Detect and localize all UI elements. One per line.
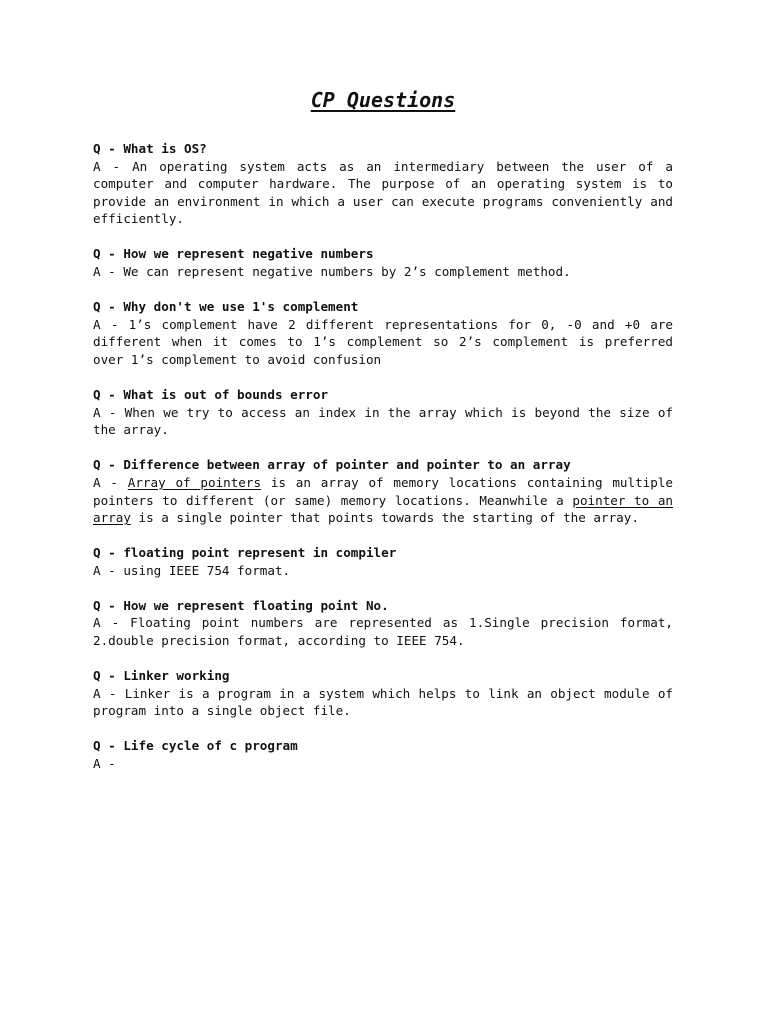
question: Q - floating point represent in compiler bbox=[93, 545, 397, 561]
qa-item bbox=[93, 597, 673, 650]
answer: A - When we try to access an index in the array which is beyond the size of the array. bbox=[93, 404, 673, 438]
document-page bbox=[93, 86, 673, 790]
question: Q - Difference between array of pointer and pointer to an array bbox=[93, 457, 571, 473]
qa-item bbox=[93, 737, 673, 772]
answer-text: is a single pointer that points towards the starting of the array. bbox=[130, 510, 639, 526]
qa-item bbox=[93, 245, 673, 280]
qa-item bbox=[93, 298, 673, 368]
question: Q - Why don't we use 1's complement bbox=[93, 299, 359, 315]
answer-text: is an array of memory locations containing multiple pointers to different (or same) memory locations. Meanwhile a bbox=[93, 474, 673, 508]
qa-item bbox=[93, 140, 673, 228]
question: Q - How we represent floating point No. bbox=[93, 597, 389, 613]
answer: A - 1’s complement have 2 different representations for 0, -0 and +0 are different when it comes to 1’s complement so 2’s complement is preferred over 1’s complement to avoid confusion bbox=[93, 316, 673, 367]
question: Q - How we represent negative numbers bbox=[93, 246, 374, 262]
answer: A - Floating point numbers are represented as 1.Single precision format, 2.double precision format, according to IEEE 754. bbox=[93, 615, 673, 649]
answer: A - using IEEE 754 format. bbox=[93, 562, 291, 578]
answer: A - An operating system acts as an intermediary between the user of a computer and computer hardware. The purpose of an operating system is to provide an environment in which a user can execute programs conveniently and efficiently. bbox=[93, 158, 673, 227]
qa-item bbox=[93, 386, 673, 439]
question: Q - What is out of bounds error bbox=[93, 387, 329, 403]
document-title: CP Questions bbox=[310, 88, 456, 112]
qa-item bbox=[93, 456, 673, 526]
question: Q - What is OS? bbox=[93, 141, 207, 156]
question: Q - Linker working bbox=[93, 668, 230, 684]
question: Q - Life cycle of c program bbox=[93, 738, 298, 754]
qa-item bbox=[93, 667, 673, 720]
qa-item bbox=[93, 544, 673, 579]
answer: A - bbox=[93, 756, 116, 772]
answer: A - Linker is a program in a system which helps to link an object module of program into a single object file. bbox=[93, 685, 673, 719]
answer: A - We can represent negative numbers by 2’s complement method. bbox=[93, 264, 571, 280]
answer bbox=[93, 474, 673, 527]
underlined-term-array-of-pointers: Array of pointers bbox=[127, 474, 262, 490]
answer-prefix: A - bbox=[93, 474, 128, 490]
underlined-term-pointer-to-array: pointer to an array bbox=[93, 492, 673, 526]
